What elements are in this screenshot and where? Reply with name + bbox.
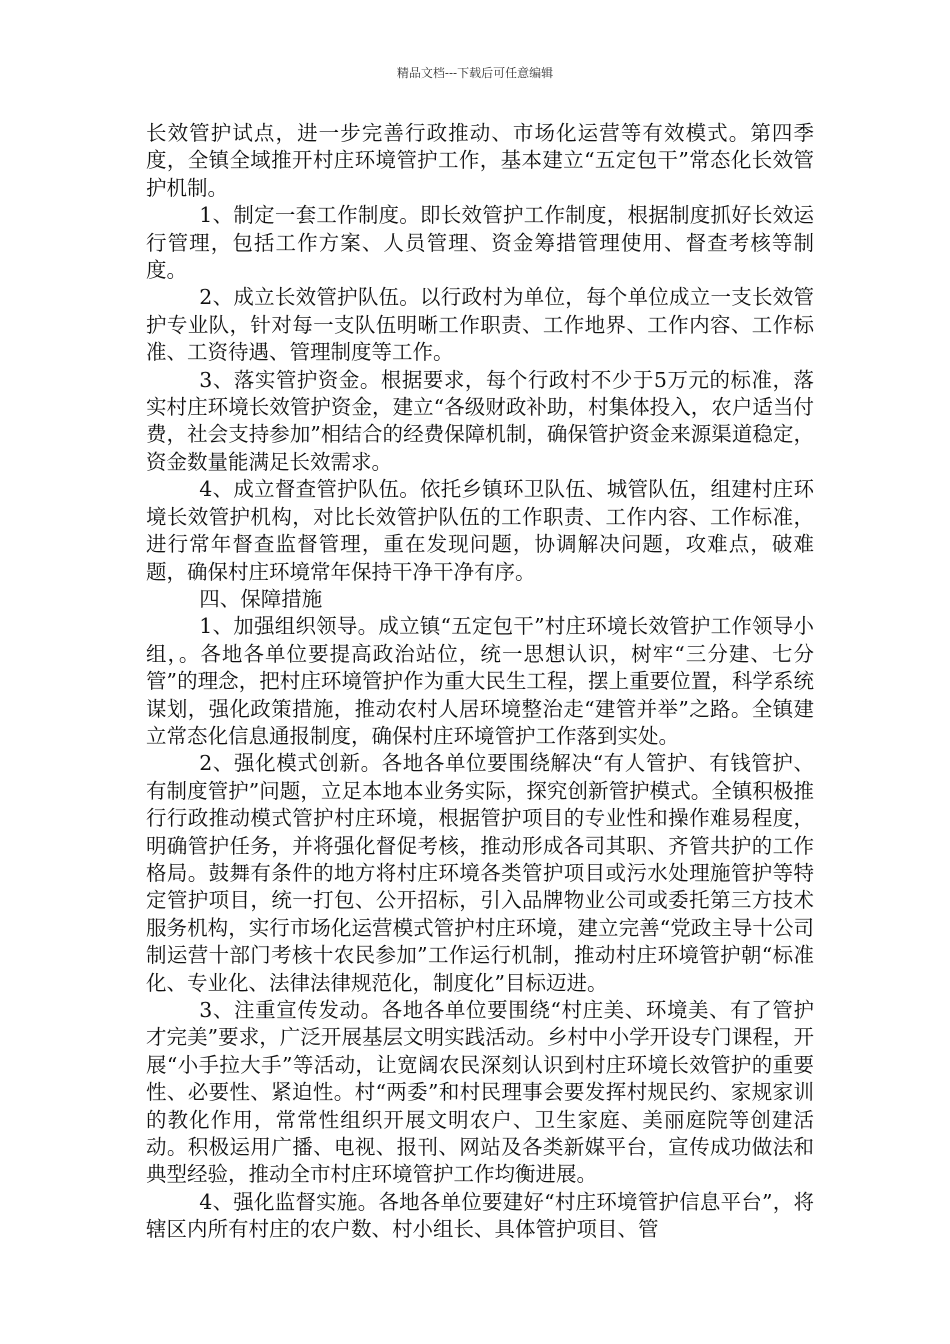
page-header: 精品文档---下载后可任意编辑 (396, 66, 554, 80)
paragraph-work-system: 1、制定一套工作制度。即长效管护工作制度，根据制度抓好长效运行管理，包括工作方案、人员管理、资金筹措管理使用、督查考核等制度。 (146, 203, 814, 283)
paragraph-funding: 3、落实管护资金。根据要求，每个行政村不少于5万元的标准，落实村庄环境长效管护资金，建立“各级财政补助，村集体投入，农户适当付费，社会支持参加”相结合的经费保障机制，确保管护资金来源渠道稳定，资金数量能满足长效需求。 (146, 367, 814, 474)
paragraph-inspection-team: 4、成立督查管护队伍。依托乡镇环卫队伍、城管队伍，组建村庄环境长效管护机构，对比长效管护队伍的工作职责、工作内容、工作标准，进行常年督查监督管理，重在发现问题，协调解决问题，攻难点，破难题，确保村庄环境常年保持干净干净有序。 (146, 477, 814, 584)
document-body (146, 120, 814, 1244)
paragraph-continuation: 长效管护试点，进一步完善行政推动、市场化运营等有效模式。第四季度，全镇全域推开村庄环境管护工作，基本建立“五定包干”常态化长效管护机制。 (146, 121, 814, 200)
paragraph-publicity: 3、注重宣传发动。各地各单位要围绕“村庄美、环境美、有了管护才完美”要求，广泛开展基层文明实践活动。乡村中小学开设专门课程，开展“小手拉大手”等活动，让宽阔农民深刻认识到村庄环境长效管护的重要性、必要性、紧迫性。村“两委”和村民理事会要发挥村规民约、家规家训的教化作用，常常性组织开展文明农户、卫生家庭、美丽庭院等创建活动。积极运用广播、电视、报刊、网站及各类新媒平台，宣传成功做法和典型经验，推动全市村庄环境管护工作均衡进展。 (146, 998, 814, 1187)
paragraph-management-team: 2、成立长效管护队伍。以行政村为单位，每个单位成立一支长效管护专业队，针对每一支队伍明晰工作职责、工作地界、工作内容、工作标准、工资待遇、管理制度等工作。 (146, 285, 814, 365)
paragraph-supervision: 4、强化监督实施。各地各单位要建好“村庄环境管护信息平台”，将辖区内所有村庄的农户数、村小组长、具体管护项目、管 (146, 1189, 814, 1242)
section-heading-safeguards: 四、保障措施 (199, 586, 323, 611)
paragraph-model-innovation: 2、强化模式创新。各地各单位要围绕解决“有人管护、有钱管护、有制度管护”问题，立足本地本业务实际，探究创新管护模式。全镇积极推行行政推动模式管护村庄环境，根据管护项目的专业性和操作难易程度，明确管护任务，并将强化督促考核，推动形成各司其职、齐管共护的工作格局。鼓舞有条件的地方将村庄环境各类管护项目或污水处理施管护等特定管护项目，统一打包、公开招标，引入品牌物业公司或委托第三方技术服务机构，实行市场化运营模式管护村庄环境，建立完善“党政主导十公司制运营十部门考核十农民参加”工作运行机制，推动村庄环境管护朝“标准化、专业化、法律法律规范化，制度化”目标迈进。 (146, 751, 814, 995)
paragraph-leadership: 1、加强组织领导。成立镇“五定包干”村庄环境长效管护工作领导小组，。各地各单位要提高政治站位，统一思想认识，树牢“三分建、七分管”的理念，把村庄环境管护作为重大民生工程，摆上重要位置，科学系统谋划，强化政策措施，推动农村人居环境整治走“建管并举”之路。全镇建立常态化信息通报制度，确保村庄环境管护工作落到实处。 (146, 614, 814, 748)
